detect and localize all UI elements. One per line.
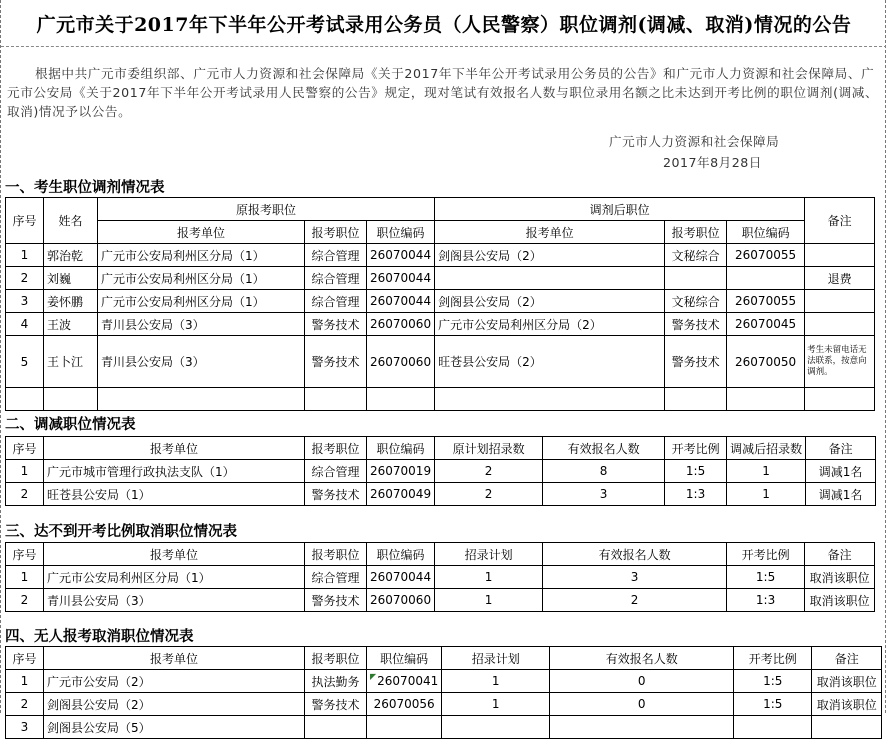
cell-position: 警务技术 bbox=[305, 693, 367, 716]
cell-code: 26070019 bbox=[367, 460, 435, 483]
table-header-row bbox=[6, 543, 875, 566]
table-row bbox=[6, 336, 875, 388]
section-3-title: 三、达不到开考比例取消职位情况表 bbox=[5, 524, 237, 540]
cell-code bbox=[367, 716, 442, 739]
cell-ratio: 1:5 bbox=[734, 693, 812, 716]
table-row bbox=[6, 589, 875, 612]
cell-new-code: 26070045 bbox=[727, 313, 805, 336]
cell-code: 26070056 bbox=[367, 693, 442, 716]
header-cell: 报考职位 bbox=[305, 437, 367, 460]
header-position: 报考职位 bbox=[305, 221, 367, 244]
table-row bbox=[6, 693, 882, 716]
cell-note bbox=[812, 716, 882, 739]
cell-position bbox=[305, 716, 367, 739]
cell-plan: 1 bbox=[442, 693, 550, 716]
header-cell: 有效报名人数 bbox=[543, 543, 727, 566]
table-header-row bbox=[6, 437, 876, 460]
table-row bbox=[6, 483, 876, 506]
table-header-row bbox=[6, 647, 882, 670]
cell-orig-position: 警务技术 bbox=[305, 313, 367, 336]
cell-name: 王波 bbox=[44, 313, 98, 336]
page-title: 广元市关于2017年下半年公开考试录用公务员（人民警察）职位调剂(调减、取消)情况的公告 bbox=[36, 14, 852, 36]
table-row bbox=[6, 313, 875, 336]
cell-plan: 1 bbox=[435, 589, 543, 612]
reduction-table bbox=[5, 436, 876, 506]
header-no: 序号 bbox=[6, 198, 44, 244]
table-row bbox=[6, 566, 875, 589]
header-unit: 报考单位 bbox=[435, 221, 665, 244]
cell-no: 1 bbox=[6, 566, 44, 589]
cell-note bbox=[805, 290, 875, 313]
header-cell: 备注 bbox=[812, 647, 882, 670]
header-cell: 报考单位 bbox=[44, 437, 305, 460]
issue-date: 2017年8月28日 bbox=[663, 155, 762, 170]
cell-plan: 2 bbox=[435, 483, 543, 506]
cell-note: 退费 bbox=[805, 267, 875, 290]
cell-note: 考生未留电话无法联系，按意向调剂。 bbox=[805, 336, 875, 388]
cell-ratio: 1:3 bbox=[727, 589, 805, 612]
header-cell: 招录计划 bbox=[435, 543, 543, 566]
cell-note bbox=[805, 313, 875, 336]
cell-name: 姜怀鹏 bbox=[44, 290, 98, 313]
cell-no: 4 bbox=[6, 313, 44, 336]
cell-applicants: 8 bbox=[543, 460, 665, 483]
header-cell: 职位编码 bbox=[367, 543, 435, 566]
cell-unit: 青川县公安局（3） bbox=[44, 589, 305, 612]
cell-name: 刘巍 bbox=[44, 267, 98, 290]
cell-position: 综合管理 bbox=[305, 566, 367, 589]
header-cell: 开考比例 bbox=[734, 647, 812, 670]
cell-no: 3 bbox=[6, 290, 44, 313]
cell-plan bbox=[442, 716, 550, 739]
cell-new-position bbox=[665, 267, 727, 290]
table-row bbox=[6, 244, 875, 267]
cell-applicants: 2 bbox=[543, 589, 727, 612]
cell-unit: 广元市公安局利州区分局（1） bbox=[44, 566, 305, 589]
cell-no: 5 bbox=[6, 336, 44, 388]
cell-position: 警务技术 bbox=[305, 483, 367, 506]
header-cell: 调减后招录数 bbox=[727, 437, 806, 460]
header-unit: 报考单位 bbox=[98, 221, 305, 244]
cell-applicants: 0 bbox=[550, 670, 734, 693]
header-cell: 报考单位 bbox=[44, 647, 305, 670]
section-1-title: 一、考生职位调剂情况表 bbox=[5, 180, 165, 196]
cell-new-unit: 旺苍县公安局（2） bbox=[435, 336, 665, 388]
cell-orig-code: 26070044 bbox=[367, 267, 435, 290]
cell-position: 执法勤务 bbox=[305, 670, 367, 693]
cancel-ratio-table bbox=[5, 542, 875, 612]
cell-no: 1 bbox=[6, 244, 44, 267]
section-2-title: 二、调减职位情况表 bbox=[5, 417, 136, 433]
header-cell: 有效报名人数 bbox=[543, 437, 665, 460]
cell-code: 26070044 bbox=[367, 566, 435, 589]
cell-note: 取消该职位 bbox=[812, 670, 882, 693]
adjustment-table bbox=[5, 197, 875, 411]
cell-no: 2 bbox=[6, 267, 44, 290]
cell-code: 26070060 bbox=[367, 589, 435, 612]
cell-reduced: 1 bbox=[727, 460, 806, 483]
cell-orig-code: 26070044 bbox=[367, 290, 435, 313]
cell-new-code: 26070055 bbox=[727, 290, 805, 313]
cell-orig-unit: 广元市公安局利州区分局（1） bbox=[98, 290, 305, 313]
header-cell: 备注 bbox=[805, 543, 875, 566]
table-row bbox=[6, 460, 876, 483]
header-code: 职位编码 bbox=[727, 221, 805, 244]
header-code: 职位编码 bbox=[367, 221, 435, 244]
table-row bbox=[6, 267, 875, 290]
header-name: 姓名 bbox=[44, 198, 98, 244]
header-position: 报考职位 bbox=[665, 221, 727, 244]
cell-new-position: 警务技术 bbox=[665, 336, 727, 388]
intro-paragraph: 根据中共广元市委组织部、广元市人力资源和社会保障局《关于2017年下半年公开考试录用公务员的公告》和广元市人力资源和社会保障局、广元市公安局《关于2017年下半年公开考试录用人民警察的公告》规定，现对笔试有效报名人数与职位录用名额之比未达到开考比例的职位调剂(调减、取消)情况予以公告。 bbox=[7, 66, 879, 119]
header-cell: 职位编码 bbox=[367, 437, 435, 460]
cell-plan: 1 bbox=[442, 670, 550, 693]
header-note: 备注 bbox=[805, 198, 875, 244]
header-cell: 报考单位 bbox=[44, 543, 305, 566]
cell-note: 取消该职位 bbox=[805, 566, 875, 589]
section-4-title: 四、无人报考取消职位情况表 bbox=[5, 629, 194, 645]
header-cell: 招录计划 bbox=[442, 647, 550, 670]
cell-no: 2 bbox=[6, 693, 44, 716]
cell-unit: 旺苍县公安局（1） bbox=[44, 483, 305, 506]
cell-code: 26070049 bbox=[367, 483, 435, 506]
cell-ratio: 1:5 bbox=[727, 566, 805, 589]
cell-name: 郭治乾 bbox=[44, 244, 98, 267]
header-cell: 序号 bbox=[6, 543, 44, 566]
cell-plan: 1 bbox=[435, 566, 543, 589]
header-cell: 报考职位 bbox=[305, 543, 367, 566]
cell-unit: 广元市城市管理行政执法支队（1） bbox=[44, 460, 305, 483]
table-row-empty bbox=[6, 388, 875, 411]
cell-orig-unit: 广元市公安局利州区分局（1） bbox=[98, 267, 305, 290]
cell-note: 取消该职位 bbox=[812, 693, 882, 716]
title-divider bbox=[1, 46, 886, 47]
header-cell: 职位编码 bbox=[367, 647, 442, 670]
cell-note bbox=[805, 244, 875, 267]
cell-no: 1 bbox=[6, 460, 44, 483]
header-original-position: 原报考职位 bbox=[98, 198, 435, 221]
cell-ratio bbox=[734, 716, 812, 739]
cell-orig-code: 26070044 bbox=[367, 244, 435, 267]
cell-unit: 广元市公安局（2） bbox=[44, 670, 305, 693]
cell-orig-unit: 广元市公安局利州区分局（1） bbox=[98, 244, 305, 267]
cell-plan: 2 bbox=[435, 460, 543, 483]
table-row bbox=[6, 670, 882, 693]
cell-unit: 剑阁县公安局（2） bbox=[44, 693, 305, 716]
issuer: 广元市人力资源和社会保障局 bbox=[609, 134, 780, 149]
cell-no: 2 bbox=[6, 483, 44, 506]
cell-orig-position: 综合管理 bbox=[305, 244, 367, 267]
cell-no: 1 bbox=[6, 670, 44, 693]
header-cell: 备注 bbox=[806, 437, 876, 460]
cell-new-position: 文秘综合 bbox=[665, 244, 727, 267]
cell-note: 调减1名 bbox=[806, 460, 876, 483]
cell-new-unit: 剑阁县公安局（2） bbox=[435, 244, 665, 267]
cell-orig-unit: 青川县公安局（3） bbox=[98, 313, 305, 336]
header-cell: 原计划招录数 bbox=[435, 437, 543, 460]
cell-reduced: 1 bbox=[727, 483, 806, 506]
cell-new-code bbox=[727, 267, 805, 290]
cell-position: 警务技术 bbox=[305, 589, 367, 612]
comment-marker-icon: ◤ bbox=[370, 672, 377, 681]
cell-ratio: 1:5 bbox=[734, 670, 812, 693]
cancel-no-applicant-table bbox=[5, 646, 882, 739]
cell-orig-position: 警务技术 bbox=[305, 336, 367, 388]
cell-new-code: 26070050 bbox=[727, 336, 805, 388]
cell-orig-position: 综合管理 bbox=[305, 290, 367, 313]
cell-note: 调减1名 bbox=[806, 483, 876, 506]
cell-applicants: 0 bbox=[550, 693, 734, 716]
cell-position: 综合管理 bbox=[305, 460, 367, 483]
table-row bbox=[6, 716, 882, 739]
cell-applicants: 3 bbox=[543, 483, 665, 506]
header-cell: 有效报名人数 bbox=[550, 647, 734, 670]
header-cell: 序号 bbox=[6, 647, 44, 670]
header-cell: 开考比例 bbox=[727, 543, 805, 566]
header-cell: 序号 bbox=[6, 437, 44, 460]
cell-ratio: 1:5 bbox=[665, 460, 727, 483]
header-cell: 开考比例 bbox=[665, 437, 727, 460]
cell-no: 3 bbox=[6, 716, 44, 739]
cell-new-unit: 剑阁县公安局（2） bbox=[435, 290, 665, 313]
header-cell: 报考职位 bbox=[305, 647, 367, 670]
cell-orig-unit: 青川县公安局（3） bbox=[98, 336, 305, 388]
cell-code-text: 26070041 bbox=[377, 674, 439, 688]
cell-orig-code: 26070060 bbox=[367, 336, 435, 388]
cell-note: 取消该职位 bbox=[805, 589, 875, 612]
cell-new-position: 文秘综合 bbox=[665, 290, 727, 313]
header-adjusted-position: 调剂后职位 bbox=[435, 198, 805, 221]
cell-orig-position: 综合管理 bbox=[305, 267, 367, 290]
cell-code bbox=[367, 670, 442, 693]
cell-new-unit bbox=[435, 267, 665, 290]
table-row bbox=[6, 290, 875, 313]
cell-name: 王卜江 bbox=[44, 336, 98, 388]
cell-no: 2 bbox=[6, 589, 44, 612]
cell-applicants bbox=[550, 716, 734, 739]
cell-new-position: 警务技术 bbox=[665, 313, 727, 336]
cell-orig-code: 26070060 bbox=[367, 313, 435, 336]
cell-new-unit: 广元市公安局利州区分局（2） bbox=[435, 313, 665, 336]
cell-applicants: 3 bbox=[543, 566, 727, 589]
cell-unit: 剑阁县公安局（5） bbox=[44, 716, 305, 739]
cell-new-code: 26070055 bbox=[727, 244, 805, 267]
cell-ratio: 1:3 bbox=[665, 483, 727, 506]
